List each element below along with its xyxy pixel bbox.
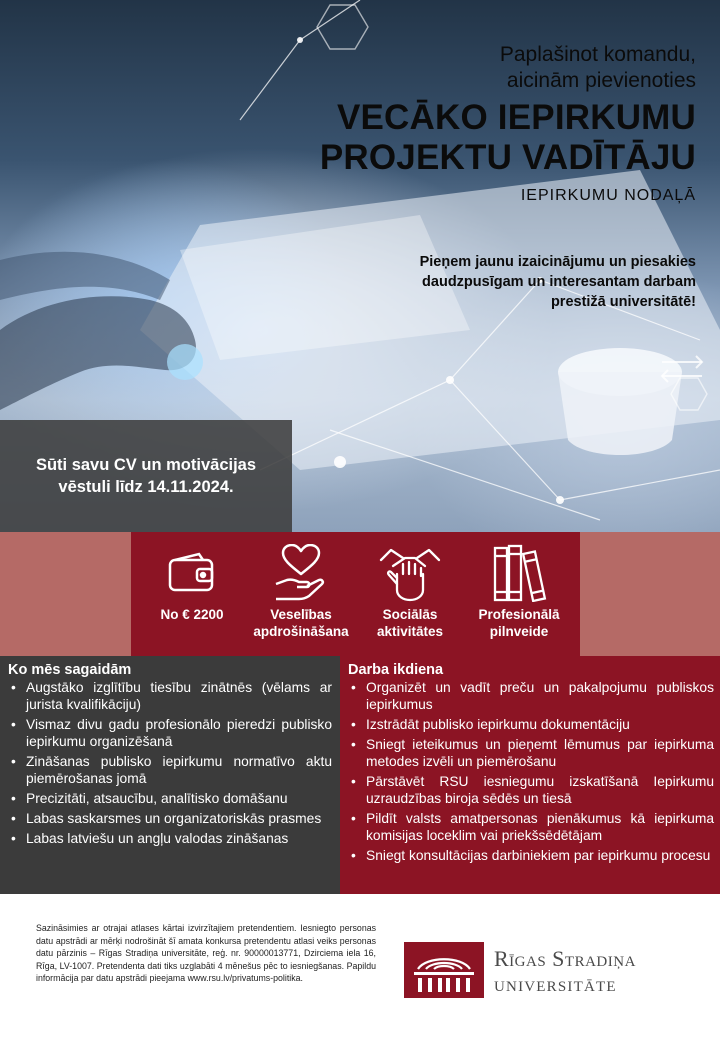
deadline-line: Sūti savu CV un motivācijas (35, 456, 257, 474)
privacy-notice: Sazināsimies ar otrajai atlases kārtai izvirzītajiem pretendentiem. Iesniegto personas datu apstrādi ar mērķi nodrošināt šī amata konkursa pretendentu atlasi veiks personas datu pārzinis – Rīgas Stradiņa universitāte, reģ. nr. 90000013771, Dzirciema iela 16, Rīga, LV-1007. Pretendenta dati tiks uzglabāti 4 mēnešus pēc to iesniegšanas. Papildu informācija par datu apstrādi pieejama www.rsu.lv/privatums-politika. (36, 923, 376, 983)
rsu-logo (404, 942, 704, 1002)
list-item: • Sniegt ieteikumus un pieņemt lēmumus par iepirkuma metodes izvēli un piemērošanu (348, 736, 714, 770)
list-item: • Zināšanas publisko iepirkumu normatīvo aktu piemērošanas jomā (8, 753, 332, 787)
duties-heading: Darba ikdiena (348, 662, 444, 678)
requirements-list (8, 679, 332, 847)
list-item: • Izstrādāt publisko iepirkumu dokumentāciju (348, 716, 714, 733)
benefit-social (357, 540, 463, 656)
tagline-line: Pieņem jaunu izaicinājumu un piesakies (419, 254, 696, 270)
benefit-salary (139, 540, 245, 656)
requirements-heading: Ko mēs sagaidām (8, 662, 132, 678)
benefit-label: Veselības (270, 607, 332, 622)
benefit-label: Profesionālā (478, 607, 560, 622)
list-item: • Sniegt konsultācijas darbiniekiem par iepirkumu procesu (348, 847, 714, 864)
benefit-development (466, 540, 572, 656)
list-item: • Labas latviešu un angļu valodas zināšanas (8, 830, 332, 847)
list-item: • Pārstāvēt RSU iesniegumu izskatīšanā Iepirkumu uzraudzības biroja sēdēs un tiesā (348, 773, 714, 807)
benefit-insurance (248, 540, 354, 656)
wallet-icon (167, 540, 217, 606)
heart-in-hand-icon (273, 540, 329, 606)
tagline-line: prestižā universitātē! (550, 294, 696, 310)
list-item: • Precizitāti, atsaucību, analītisko domāšanu (8, 790, 332, 807)
handshake-icon (379, 540, 441, 606)
rsu-emblem-icon (404, 942, 484, 998)
benefit-label: apdrošināšana (253, 624, 349, 639)
benefit-label: No € 2200 (160, 607, 224, 622)
list-item: • Pildīt valsts amatpersonas pienākumus kā iepirkuma komisijas loceklim vai priekšsēdētājam (348, 810, 714, 844)
list-item: • Labas saskarsmes un organizatoriskās prasmes (8, 810, 332, 827)
list-item: • Vismaz divu gadu profesionālo pieredzi publisko iepirkumu organizēšanā (8, 716, 332, 750)
list-item: • Augstāko izglītību tiesību zinātnēs (vēlams ar jurista kvalifikāciju) (8, 679, 332, 713)
benefits-panel (131, 532, 580, 656)
benefit-label: aktivitātes (376, 624, 444, 639)
benefit-label: pilnveide (489, 624, 549, 639)
job-title-line: VECĀKO IEPIRKUMU (336, 98, 696, 137)
requirements-section (0, 656, 340, 894)
books-icon (491, 540, 547, 606)
benefit-label: Sociālās (382, 607, 438, 622)
job-title-line: PROJEKTU VADĪTĀJU (319, 138, 696, 177)
logo-name-line: Rīgas Stradiņa (494, 946, 636, 971)
intro-line: aicinām pievienoties (506, 69, 696, 92)
hero-heading-block (226, 42, 696, 206)
deadline-line: vēstuli līdz 14.11.2024. (58, 478, 234, 496)
intro-line: Paplašinot komandu, (499, 43, 696, 66)
duties-list (348, 679, 714, 864)
tagline-line: daudzpusīgam un interesantam darbam (422, 274, 696, 290)
list-item: • Organizēt un vadīt preču un pakalpojumu publiskos iepirkumus (348, 679, 714, 713)
application-deadline-box (0, 420, 292, 532)
logo-name-line: universitāte (494, 971, 617, 996)
duties-section (340, 656, 720, 894)
department-label: IEPIRKUMU NODAĻĀ (520, 187, 696, 204)
tagline (336, 252, 696, 312)
